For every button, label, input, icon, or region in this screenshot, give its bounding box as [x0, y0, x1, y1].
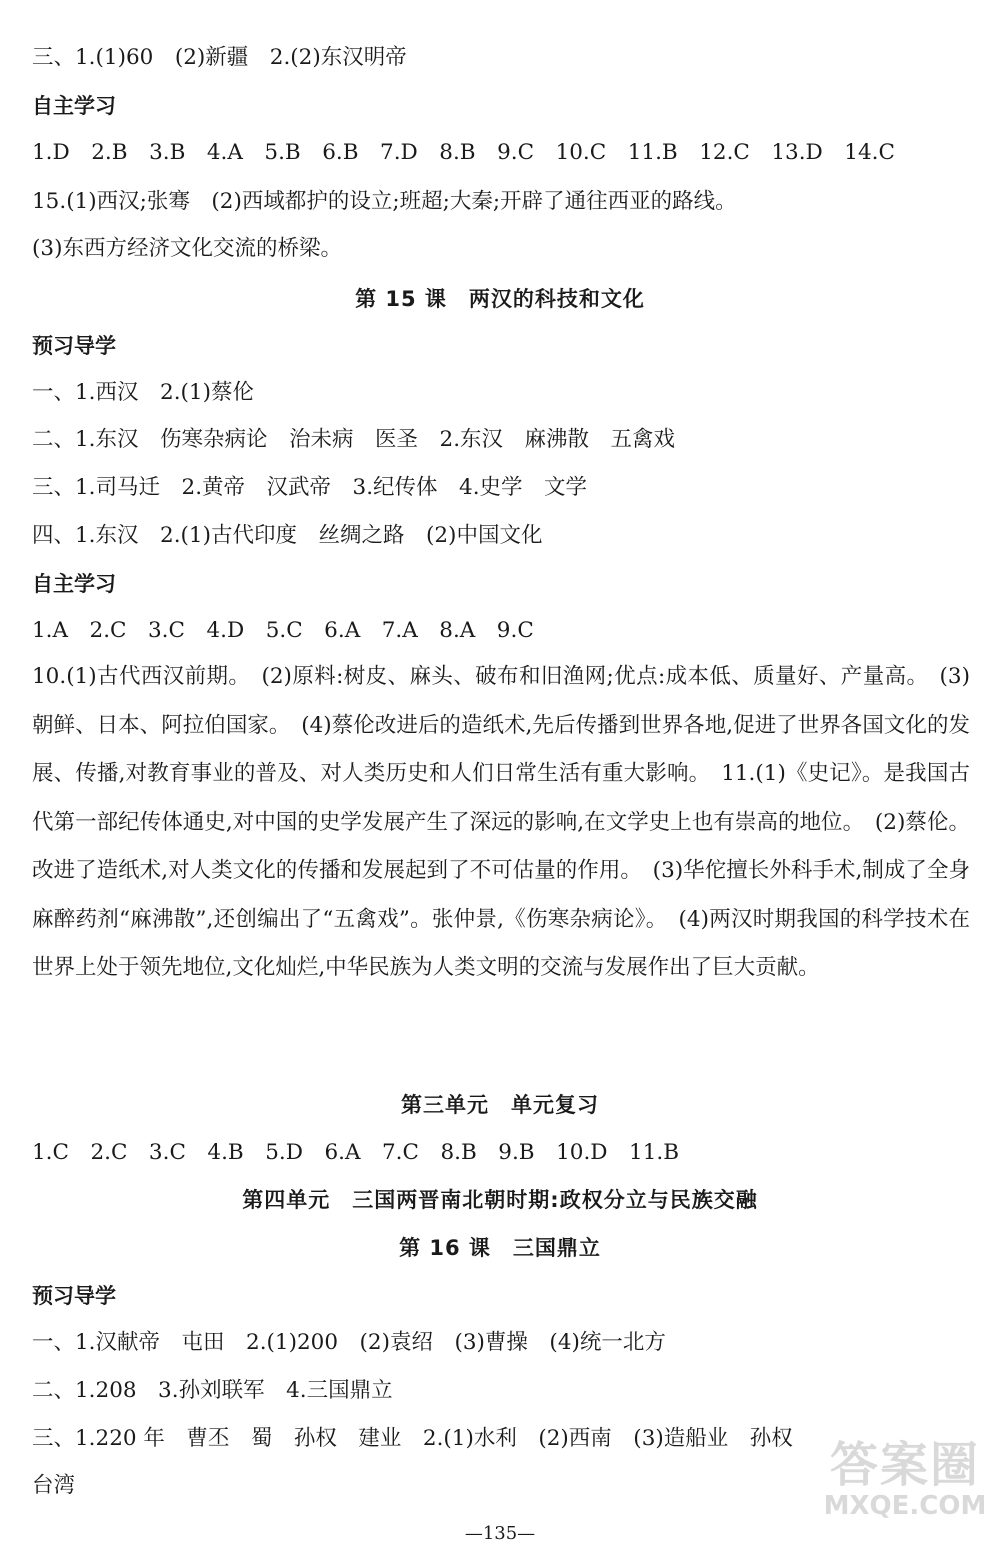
lesson-title: 第 16 课 三国鼎立 — [399, 1236, 601, 1260]
section-heading-yuxi: 预习导学 — [32, 1284, 116, 1308]
section-heading-zizhu: 自主学习 — [32, 94, 116, 118]
answer-line: 一、1.汉献帝 屯田 2.(1)200 (2)袁绍 (3)曹操 (4)统一北方 — [32, 1330, 666, 1355]
answer-line: 二、1.东汉 伤寒杂病论 治未病 医圣 2.东汉 麻沸散 五禽戏 — [32, 427, 676, 452]
section-heading-zizhu: 自主学习 — [32, 572, 116, 596]
answer-line: 台湾 — [32, 1473, 76, 1498]
answer-line: 15.(1)西汉;张骞 (2)西域都护的设立;班超;大秦;开辟了通往西亚的路线。 — [32, 189, 737, 214]
answer-line: 1.C 2.C 3.C 4.B 5.D 6.A 7.C 8.B 9.B 10.D 11.B — [32, 1140, 680, 1165]
answer-line: 三、1.220 年 曹丕 蜀 孙权 建业 2.(1)水利 (2)西南 (3)造船业 孙权 — [32, 1426, 793, 1451]
watermark-text: 答案圈 — [829, 1437, 980, 1493]
unit-review-title: 第三单元 单元复习 — [401, 1093, 599, 1117]
watermark-logo — [820, 1439, 990, 1529]
answer-line: 1.A 2.C 3.C 4.D 5.C 6.A 7.A 8.A 9.C — [32, 618, 534, 643]
answer-line: 一、1.西汉 2.(1)蔡伦 — [32, 380, 254, 405]
answer-line: 二、1.208 3.孙刘联军 4.三国鼎立 — [32, 1378, 393, 1403]
answer-line: 四、1.东汉 2.(1)古代印度 丝绸之路 (2)中国文化 — [32, 523, 543, 548]
section-heading-yuxi: 预习导学 — [32, 334, 116, 358]
answer-line: (3)东西方经济文化交流的桥梁。 — [32, 236, 342, 261]
answer-line: 三、1.司马迁 2.黄帝 汉武帝 3.纪传体 4.史学 文学 — [32, 475, 588, 500]
answer-paragraph: 10.(1)古代西汉前期。 (2)原料:树皮、麻头、破布和旧渔网;优点:成本低、质量好、产量高。 (3)朝鲜、日本、阿拉伯国家。 (4)蔡伦改进后的造纸术,先后传播到世界各地,促进了世界各国文化的发展、传播,对教育事业的普及、对人类历史和人们日常生活有重大影响。 11.(1)《史记》。是我国古代第一部纪传体通史,对中国的史学发展产生了深远的影响,在文学史上也有崇高的地位。 (2)蔡伦。改进了造纸术,对人类文化的传播和发展起到了不可估量的作用。 (3)华佗擅长外科手术,制成了全身麻醉药剂“麻沸散”,还创编出了“五禽戏”。张仲景,《伤寒杂病论》。 (4)两汉时期我国的科学技术在世界上处于领先地位,文化灿烂,中华民族为人类文明的交流与发展作出了巨大贡献。 — [32, 664, 970, 980]
lesson-title: 第 15 课 两汉的科技和文化 — [355, 287, 645, 311]
page-number: —135— — [464, 1523, 536, 1544]
unit-title: 第四单元 三国两晋南北朝时期:政权分立与民族交融 — [242, 1188, 758, 1212]
answer-line: 三、1.(1)60 (2)新疆 2.(2)东汉明帝 — [32, 45, 407, 70]
watermark-url: MXQE.COM — [823, 1491, 987, 1521]
answer-line: 1.D 2.B 3.B 4.A 5.B 6.B 7.D 8.B 9.C 10.C 11.B 12.C 13.D 14.C — [32, 140, 895, 165]
